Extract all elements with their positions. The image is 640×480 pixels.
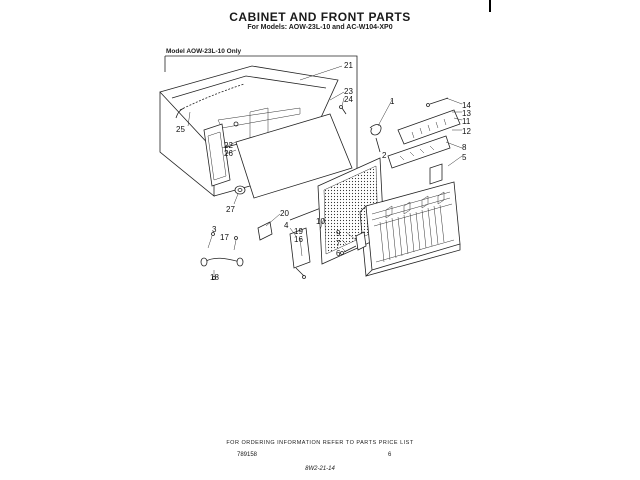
callout-23: 23 [344, 87, 353, 96]
callout-10: 10 [316, 217, 325, 226]
part-code: 789158 [237, 452, 258, 458]
mounting-clip [370, 125, 381, 152]
callout-11: 11 [462, 117, 471, 126]
mounting-bushing [235, 186, 245, 194]
callout-25: 25 [176, 125, 185, 134]
callout-22: 22 [224, 141, 233, 150]
callout-18: 18 [210, 273, 219, 282]
cabinet-screw [340, 106, 347, 115]
page-subtitle: For Models: AOW-23L-10 and AC-W104-XP0 [247, 24, 393, 31]
callout-9: 9 [336, 229, 341, 238]
callout-2: 2 [382, 151, 387, 160]
bottom-code: 8W2-21-14 [305, 466, 335, 472]
page-number: 6 [388, 452, 392, 458]
callout-6: 6 [336, 249, 341, 258]
callout-7: 7 [336, 239, 341, 248]
control-panel [388, 98, 460, 168]
callout-5: 5 [462, 153, 467, 162]
callout-14: 14 [462, 101, 471, 110]
callout-26: 26 [224, 149, 233, 158]
callout-1: 1 [390, 97, 395, 106]
callout-19: 19 [294, 227, 303, 236]
callout-27: 27 [226, 205, 235, 214]
callout-20: 20 [280, 209, 289, 218]
callout-16: 16 [294, 235, 303, 244]
callout-21: 21 [344, 61, 353, 70]
callout-12: 12 [462, 127, 471, 136]
ordering-note: FOR ORDERING INFORMATION REFER TO PARTS PRICE LIST [226, 440, 414, 446]
callout-4: 4 [284, 221, 289, 230]
callout-8: 8 [462, 143, 467, 152]
callout-3: 3 [212, 225, 217, 234]
callout-24: 24 [344, 95, 353, 104]
inset-label: Model AOW-23L-10 Only [166, 48, 242, 55]
callout-17: 17 [220, 233, 229, 242]
grille-tab [430, 164, 442, 184]
callout-13: 13 [462, 109, 471, 118]
page-title: CABINET AND FRONT PARTS [229, 10, 411, 24]
